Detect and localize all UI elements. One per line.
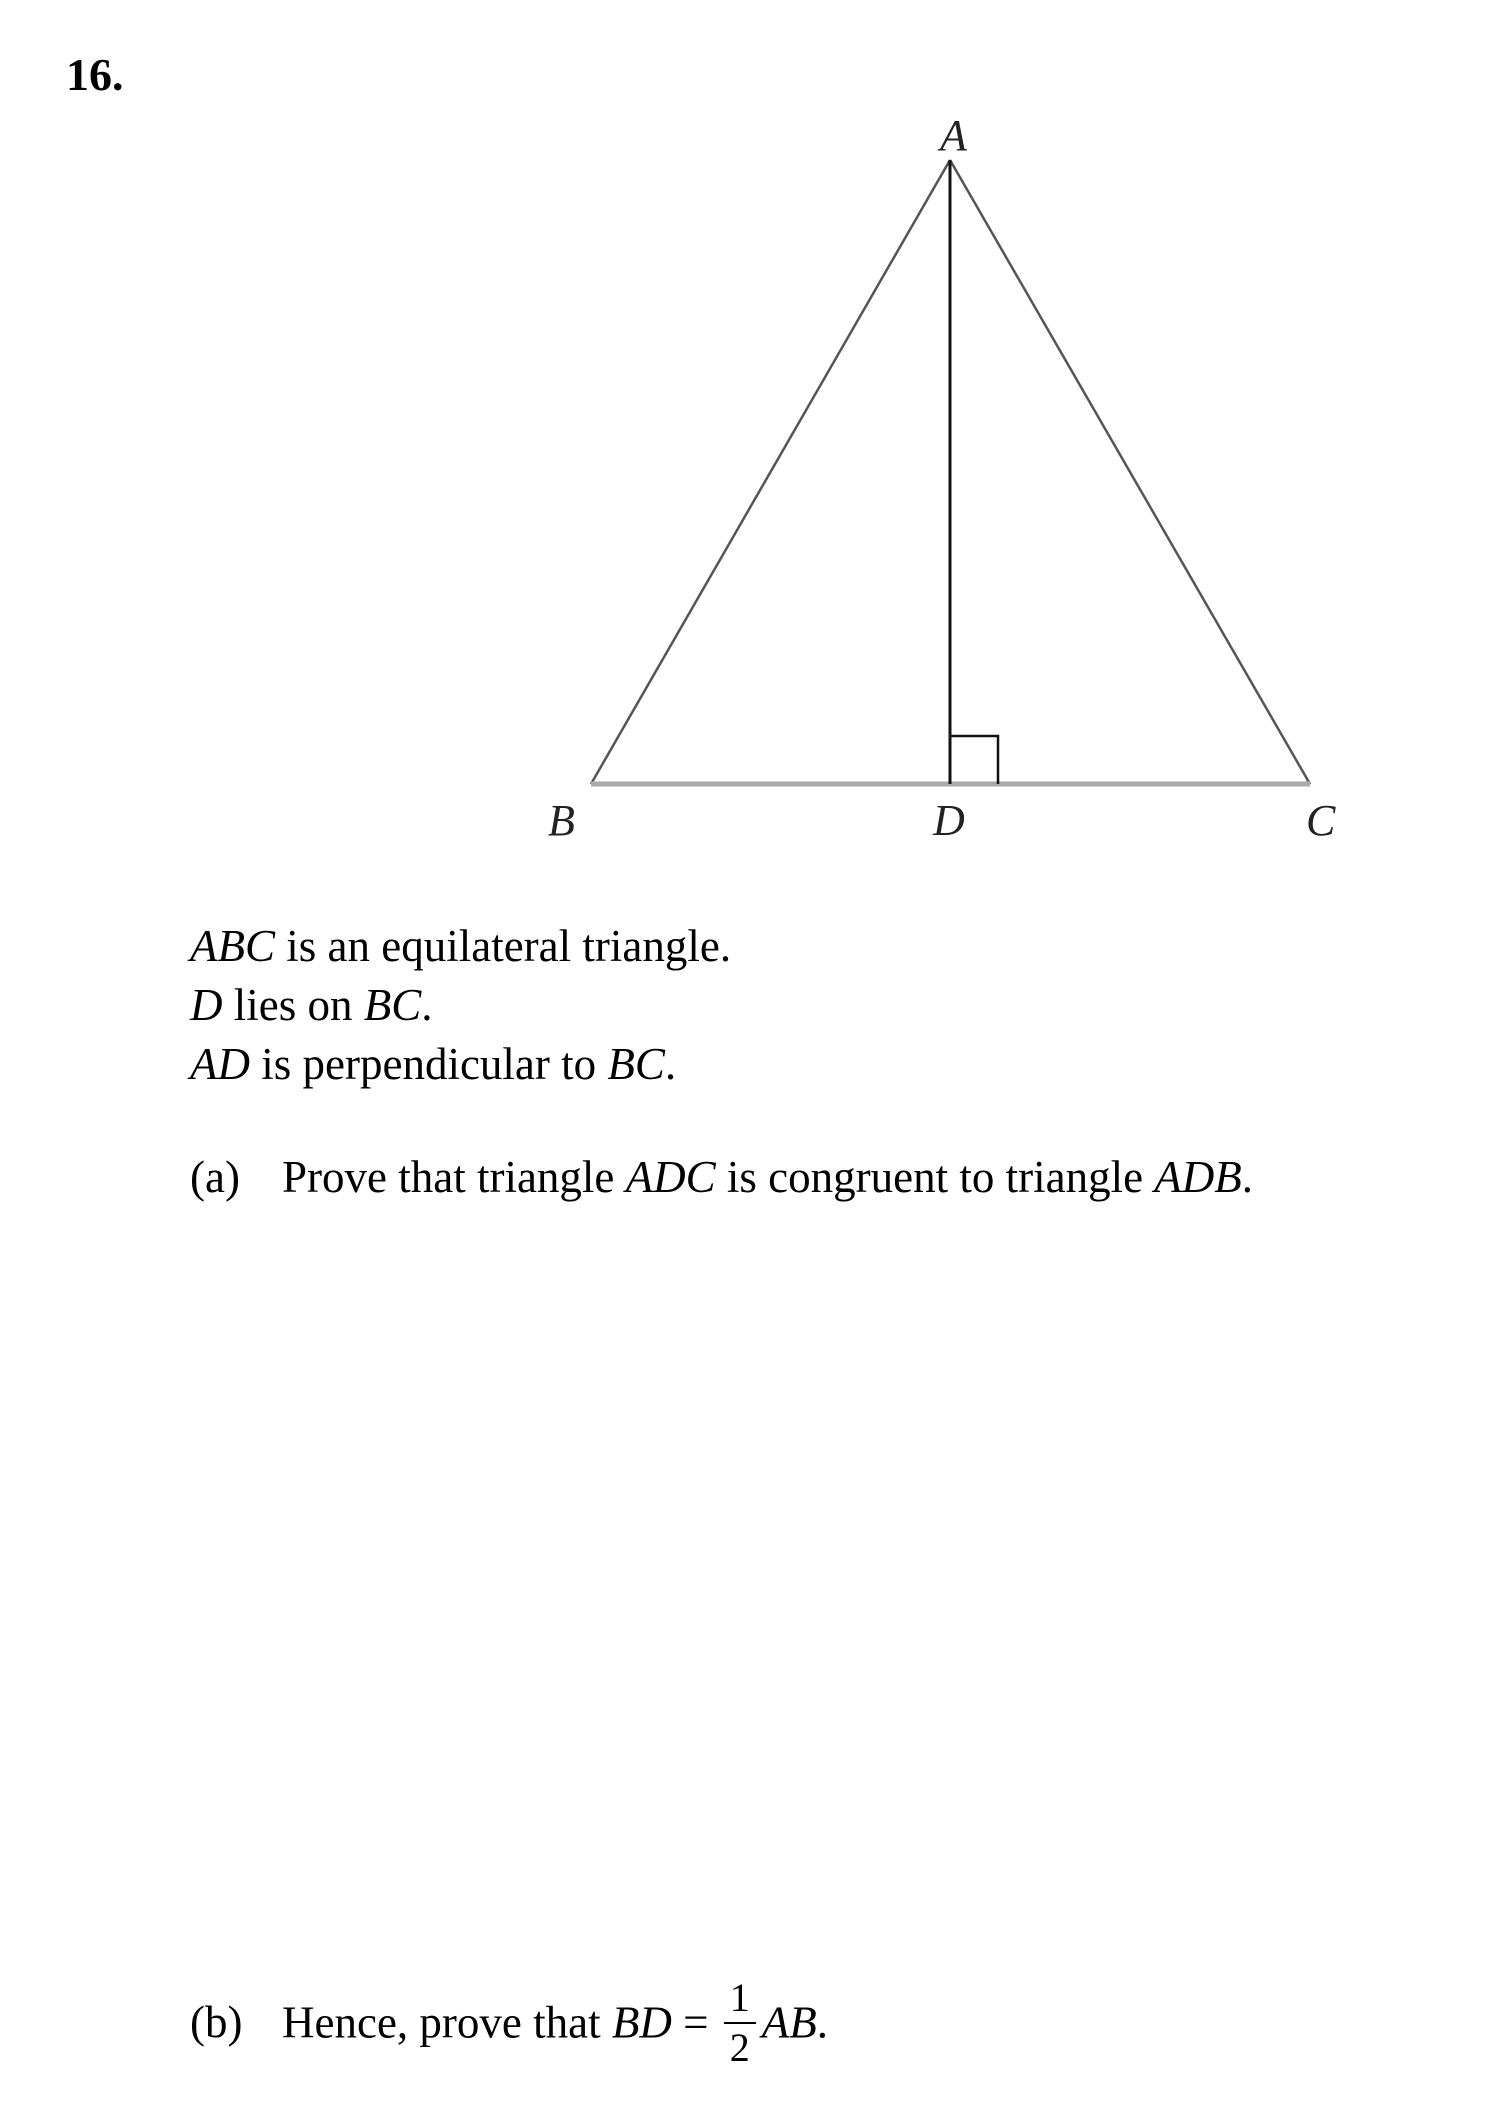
side-ab — [591, 160, 950, 784]
right-angle-marker — [950, 736, 998, 784]
statement-2: D lies on BC. — [190, 980, 433, 1030]
vertex-label-d: D — [933, 796, 965, 845]
math-bd: BD — [611, 1997, 672, 2048]
math-adb: ADB — [1154, 1152, 1242, 1202]
part-b: (b) Hence, prove that BD = $\frac{1}{2}$ AB. — [190, 1975, 828, 2070]
math-bc: BC — [607, 1039, 665, 1089]
question-number: 16. — [66, 49, 124, 100]
equilateral-triangle-diagram — [0, 0, 1503, 880]
vertex-label-c: C — [1306, 796, 1336, 845]
math-ad: AD — [190, 1039, 250, 1089]
statement-3: AD is perpendicular to BC. — [190, 1039, 677, 1089]
part-a: (a) Prove that triangle ADC is congruent to triangle ADB. — [190, 1152, 1254, 1202]
part-b-label: (b) — [190, 1997, 243, 2048]
statement-1: ABC is an equilateral triangle. — [190, 921, 732, 971]
fraction-one-half — [724, 1975, 756, 2070]
math-ab: AB — [761, 1997, 817, 2048]
math-abc: ABC — [190, 921, 275, 971]
math-adc: ADC — [625, 1152, 716, 1202]
fraction-numerator: 1 — [724, 1978, 756, 2024]
side-ac — [950, 160, 1310, 784]
part-a-label: (a) — [190, 1152, 240, 1202]
math-bc: BC — [363, 980, 422, 1030]
vertex-label-b: B — [548, 796, 575, 845]
vertex-label-a: A — [940, 111, 967, 160]
fraction-denominator: 2 — [729, 2025, 750, 2070]
math-d: D — [190, 980, 223, 1030]
